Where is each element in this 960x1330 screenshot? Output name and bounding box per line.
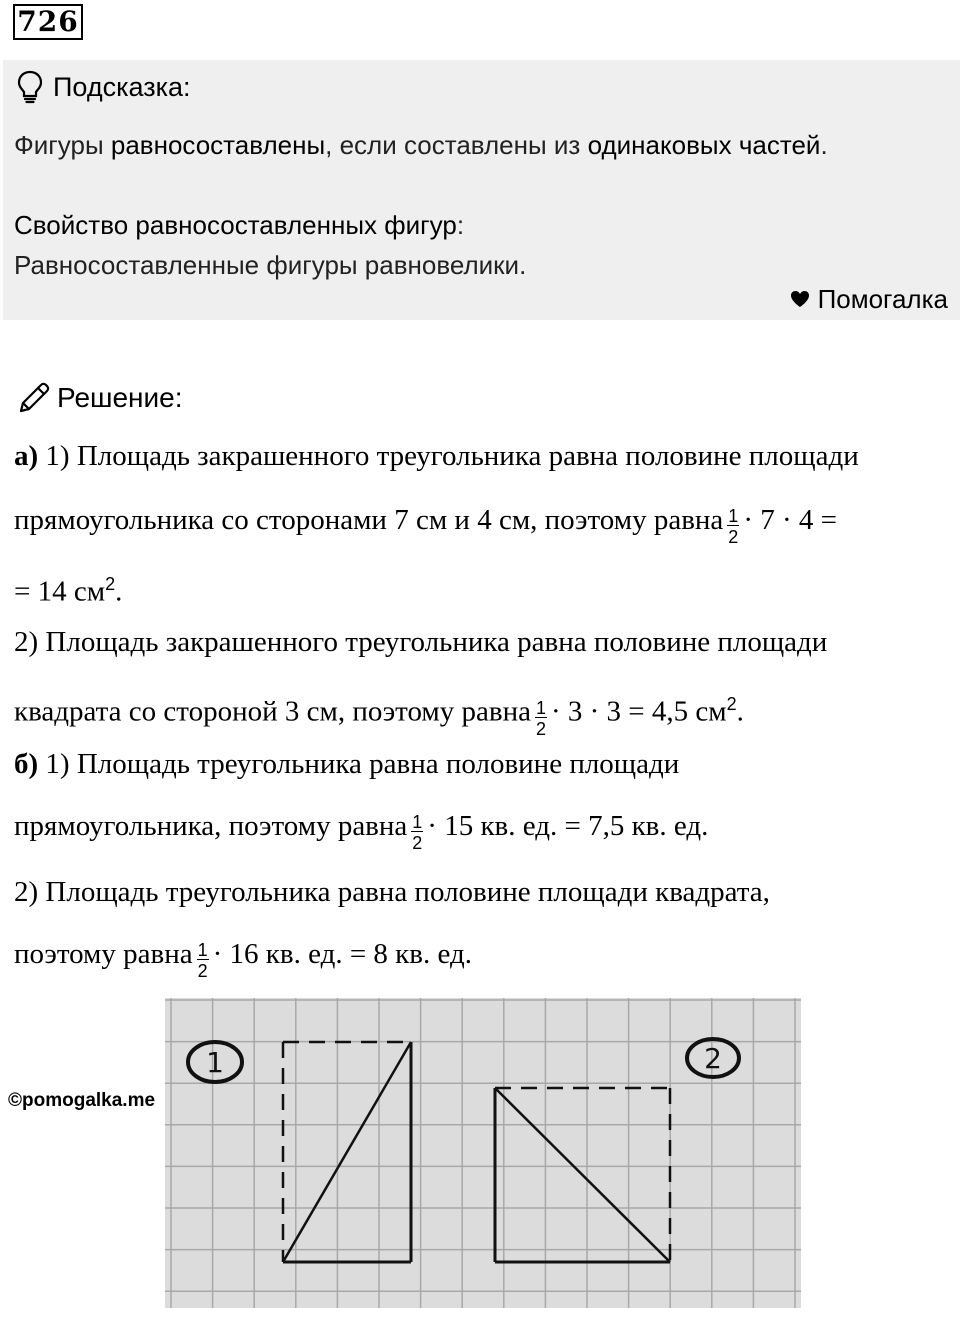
solution-line: б) 1) Площадь треугольника равна половине площади (14, 748, 680, 780)
fraction: $\frac{1}{2}$ (728, 505, 739, 547)
hint-property-title: Свойство равносоставленных фигур: (14, 210, 465, 240)
heart-icon (790, 290, 810, 308)
task-number: 726 (13, 4, 83, 40)
figure-2 (495, 1088, 670, 1262)
solution-line: прямоугольника, поэтому равна $\frac{1}{2}$ · 15 кв. ед. = 7,5 кв. ед. (14, 810, 709, 853)
solution-line: 2) Площадь треугольника равна половине площади квадрата, (14, 876, 770, 908)
figure-2-diagonal (495, 1088, 670, 1262)
hint-panel (3, 60, 960, 320)
grid-drawing (165, 998, 801, 1308)
label-2: 2 (704, 1042, 722, 1075)
solution-line: прямоугольника со сторонами 7 см и 4 см, поэтому равна $\frac{1}{2}$ · 7 · 4 = (14, 504, 837, 547)
fraction: $\frac{1}{2}$ (197, 939, 208, 981)
fraction: $\frac{1}{2}$ (412, 811, 423, 853)
grid-figure (165, 998, 801, 1308)
hint-header (17, 68, 191, 106)
brand-name: Помогалка (817, 284, 948, 314)
pencil-icon (17, 381, 51, 415)
solution-line: = 14 $см^2$. (14, 574, 123, 608)
hint-definition: Фигуры равносоставлены, если составлены из одинаковых частей. (14, 130, 828, 160)
hint-title: Подсказка: (53, 72, 191, 102)
solution-line: поэтому равна $\frac{1}{2}$ · 16 кв. ед. = 8 кв. ед. (14, 938, 472, 981)
brand-label (790, 282, 948, 316)
copyright: ©pomogalka.me (8, 1090, 156, 1111)
lightbulb-icon (17, 70, 43, 104)
solution-header (17, 378, 183, 418)
fraction: $\frac{1}{2}$ (535, 697, 546, 739)
solution-line: 2) Площадь закрашенного треугольника равна половине площади (14, 626, 828, 658)
figure-1-diagonal (283, 1042, 411, 1262)
figure-1 (283, 1042, 411, 1262)
solution-line: а) 1) Площадь закрашенного треугольника равна половине площади (14, 440, 859, 472)
solution-line: квадрата со стороной 3 см, поэтому равна $\frac{1}{2}$ · 3 · 3 = 4,5 $см^2$. (14, 694, 744, 739)
label-1: 1 (206, 1046, 224, 1079)
hint-property-text: Равносоставленные фигуры равновелики. (14, 250, 527, 280)
solution-title: Решение: (57, 382, 183, 413)
